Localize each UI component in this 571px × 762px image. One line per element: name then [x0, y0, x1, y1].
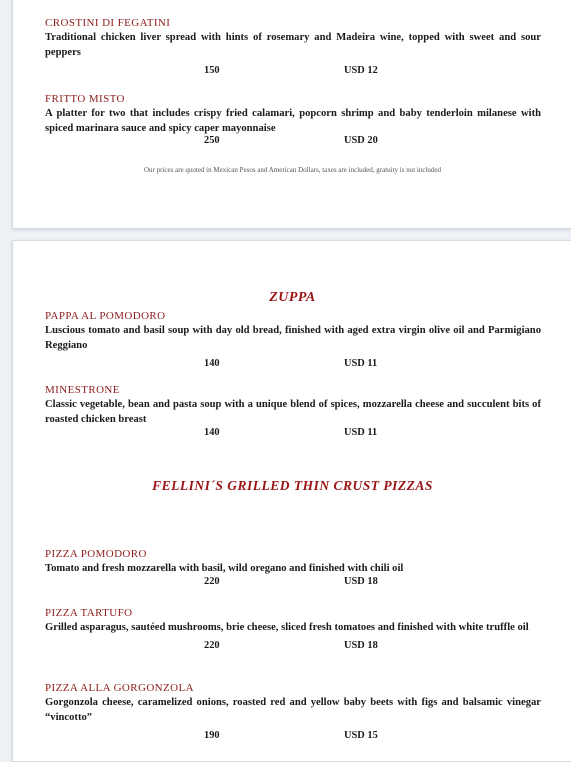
- price-mxn: 220: [204, 640, 220, 651]
- price-row: [45, 65, 541, 79]
- price-mxn: 220: [204, 576, 220, 587]
- price-usd: USD 11: [344, 427, 378, 438]
- price-mxn: 250: [204, 135, 220, 146]
- price-usd: USD 11: [344, 358, 378, 369]
- item-description: Luscious tomato and basil soup with day old bread, finished with aged extra virgin olive oil and Parmigiano Reggiano: [45, 325, 541, 351]
- price-usd: USD 18: [344, 640, 378, 651]
- price-usd: USD 15: [344, 730, 378, 741]
- section-title-pizzas: FELLINI´S GRILLED THIN CRUST PIZZAS: [152, 478, 433, 493]
- price-row: [45, 427, 541, 441]
- price-mxn: 190: [204, 730, 220, 741]
- price-usd: USD 18: [344, 576, 378, 587]
- item-description: A platter for two that includes crispy fried calamari, popcorn shrimp and baby tenderloin milanese with spiced marinara sauce and spicy caper mayonnaise: [45, 108, 541, 134]
- menu-item: [45, 16, 541, 79]
- price-mxn: 140: [204, 427, 220, 438]
- item-name: FRITTO MISTO: [45, 93, 125, 105]
- menu-page-2: [12, 240, 571, 762]
- item-name: PAPPA AL POMODORO: [45, 310, 166, 322]
- price-row: [45, 576, 541, 590]
- price-usd: USD 12: [344, 65, 378, 76]
- price-row: [45, 640, 541, 654]
- item-name: PIZZA POMODORO: [45, 548, 147, 560]
- item-name: CROSTINI DI FEGATINI: [45, 17, 171, 29]
- menu-item: [45, 383, 541, 441]
- section-title-zuppa: ZUPPA: [269, 290, 316, 305]
- price-row: [45, 358, 541, 372]
- menu-page-1: [12, 0, 571, 229]
- item-description: Gorgonzola cheese, caramelized onions, roasted red and yellow baby beets with figs and balsamic vinegar “vincotto”: [45, 697, 541, 723]
- item-description: Grilled asparagus, sautéed mushrooms, brie cheese, sliced fresh tomatoes and finished with white truffle oil: [45, 622, 529, 633]
- price-usd: USD 20: [344, 135, 378, 146]
- price-row: [45, 730, 541, 744]
- price-mxn: 140: [204, 358, 220, 369]
- menu-item: [45, 681, 541, 744]
- item-name: PIZZA TARTUFO: [45, 607, 133, 619]
- pricing-footnote: Our prices are quoted in Mexican Pesos and American Dollars, taxes are included, gratuity is not included: [143, 166, 442, 174]
- item-name: MINESTRONE: [45, 384, 120, 396]
- menu-item: [45, 606, 541, 654]
- item-description: Classic vegetable, bean and pasta soup with a unique blend of spices, mozzarella cheese and succulent bits of roasted chicken breast: [45, 399, 541, 425]
- price-mxn: 150: [204, 65, 220, 76]
- menu-item: [45, 309, 541, 372]
- item-description: Traditional chicken liver spread with hints of rosemary and Madeira wine, topped with sweet and sour peppers: [45, 32, 541, 58]
- item-name: PIZZA ALLA GORGONZOLA: [45, 682, 194, 694]
- menu-item: [45, 547, 541, 590]
- menu-item: [45, 92, 541, 149]
- item-description: Tomato and fresh mozzarella with basil, wild oregano and finished with chili oil: [45, 563, 404, 574]
- price-row: [45, 135, 541, 149]
